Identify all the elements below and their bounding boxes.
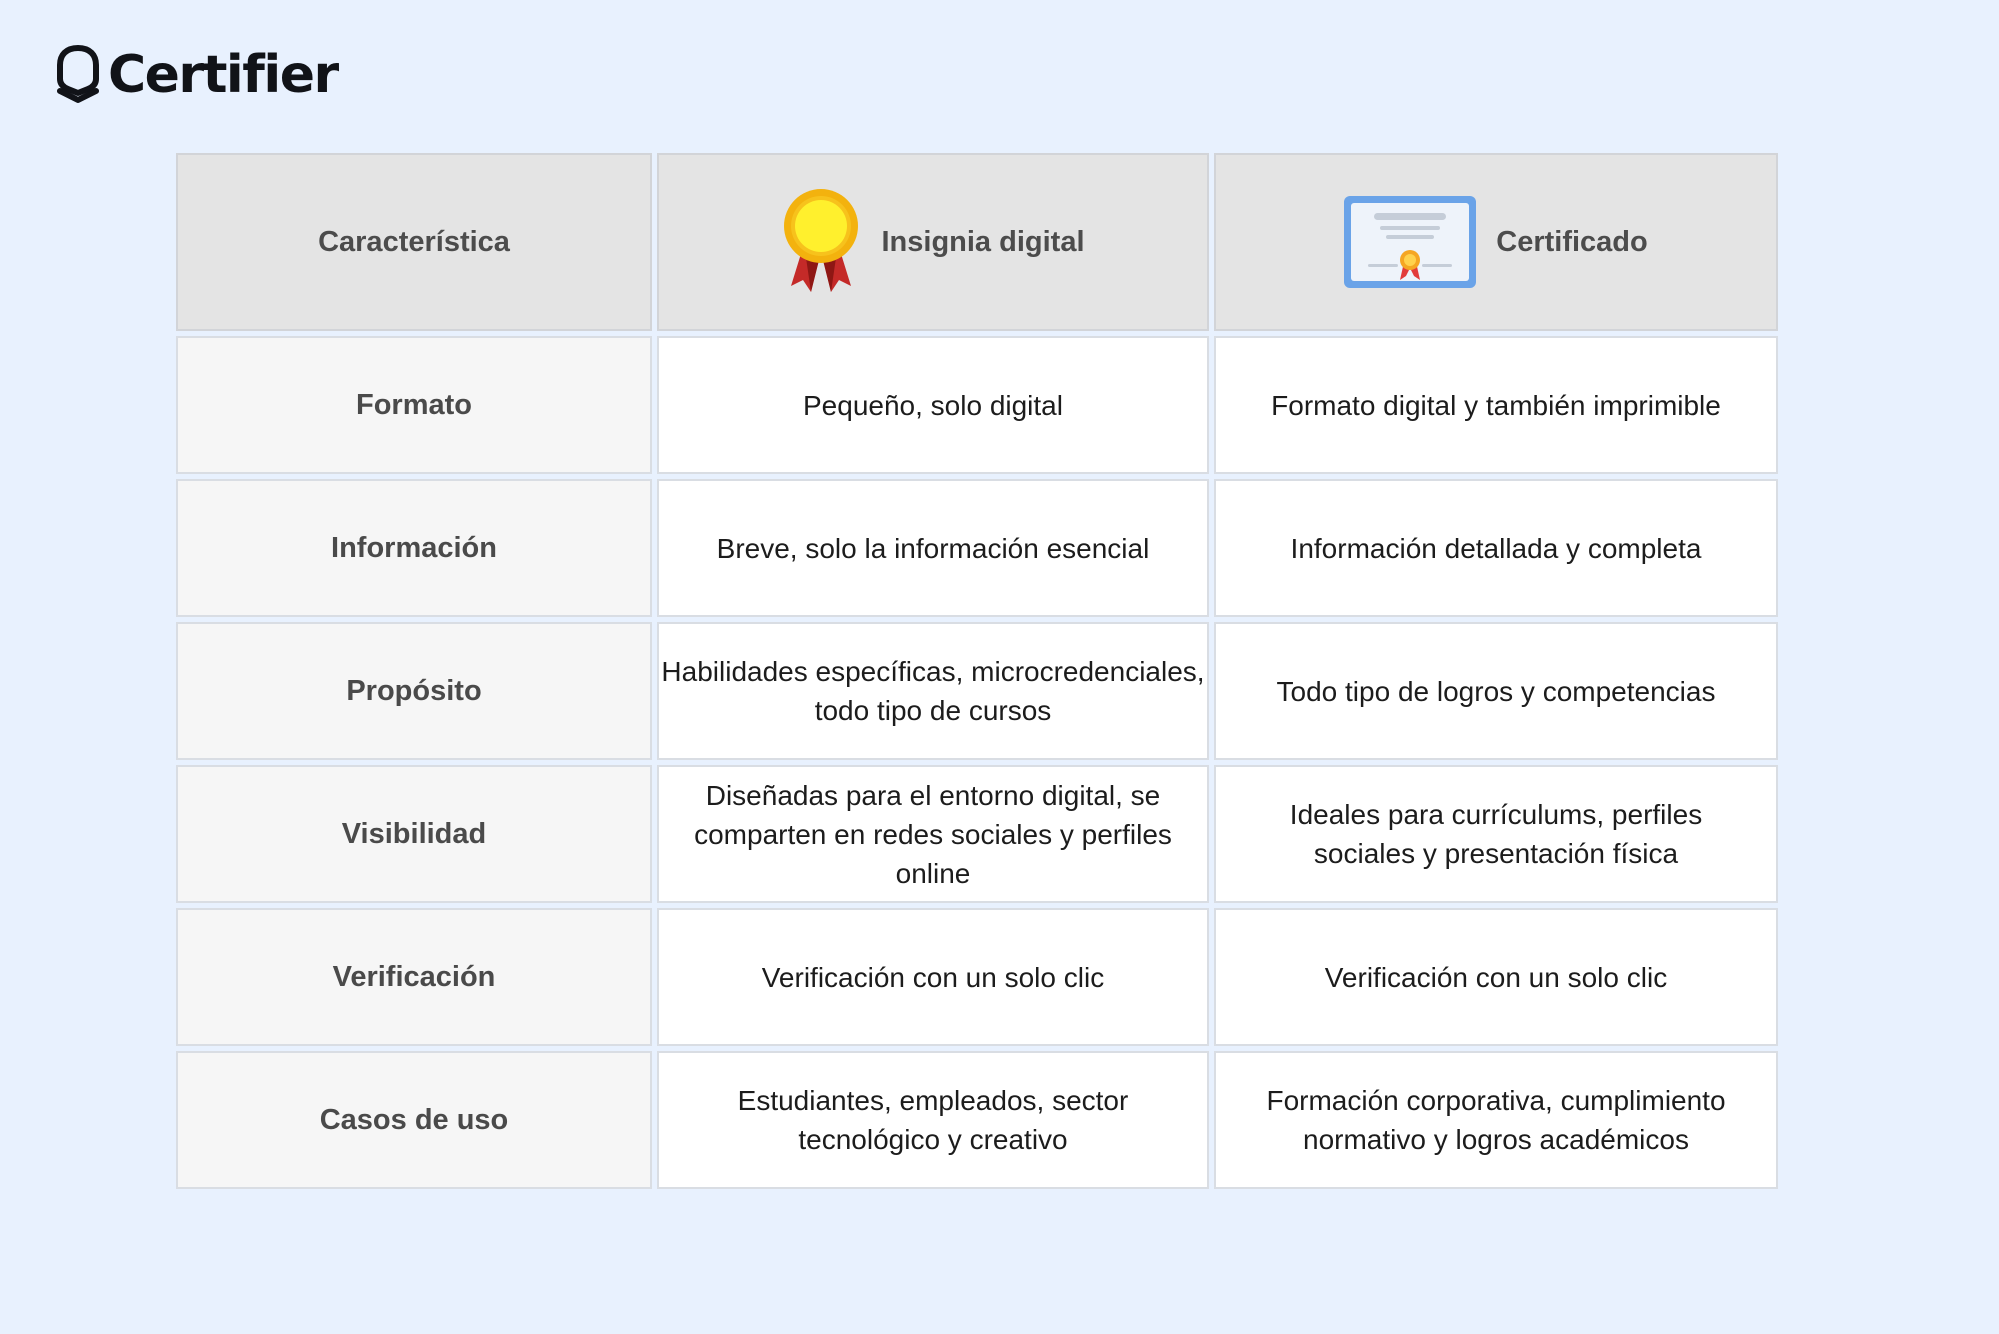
header-feature-label: Característica (318, 225, 510, 258)
row-certificate-text: Información detallada y completa (1290, 532, 1702, 564)
award-ribbon-icon (781, 188, 861, 296)
row-feature-proposito (176, 622, 652, 760)
row-badge-value (657, 479, 1209, 617)
row-certificate-text: Verificación con un solo clic (1324, 961, 1668, 993)
row-feature-casos-de-uso (176, 1051, 652, 1189)
row-badge-text: Breve, solo la información esencial (716, 532, 1150, 564)
row-feature-label: Formato (356, 388, 472, 421)
brand-logo (56, 40, 338, 110)
header-badge-label: Insignia digital (881, 225, 1085, 258)
row-badge-value (657, 1051, 1209, 1189)
header-feature (176, 153, 652, 331)
comparison-table (176, 153, 1778, 1189)
row-badge-value (657, 336, 1209, 474)
row-certificate-value (1214, 336, 1778, 474)
row-badge-text: Pequeño, solo digital (803, 389, 1063, 421)
row-feature-verificacion (176, 908, 652, 1046)
row-certificate-text: Formato digital y también imprimible (1271, 389, 1721, 421)
row-badge-text: Habilidades específicas, microcredenciales, todo tipo de cursos (661, 656, 1205, 726)
row-feature-label: Propósito (346, 674, 482, 707)
row-certificate-text: Todo tipo de logros y competencias (1276, 675, 1716, 707)
row-certificate-text: Formación corporativa, cumplimiento normativo y logros académicos (1266, 1085, 1726, 1155)
row-badge-text: Diseñadas para el entorno digital, se comparten en redes sociales y perfiles online (694, 779, 1172, 889)
row-feature-formato (176, 336, 652, 474)
brand-name: Certifier (108, 45, 338, 105)
row-badge-value (657, 622, 1209, 760)
row-feature-visibilidad (176, 765, 652, 903)
row-certificate-value (1214, 908, 1778, 1046)
row-certificate-value (1214, 1051, 1778, 1189)
header-certificate (1214, 153, 1778, 331)
certificate-icon (1344, 196, 1476, 288)
row-feature-label: Información (331, 531, 497, 564)
row-certificate-value (1214, 479, 1778, 617)
row-feature-label: Visibilidad (341, 817, 487, 850)
certifier-logo-icon (56, 44, 100, 106)
row-feature-label: Verificación (332, 960, 496, 993)
row-badge-text: Verificación con un solo clic (761, 961, 1105, 993)
row-badge-value (657, 765, 1209, 903)
header-certificate-label: Certificado (1496, 225, 1648, 258)
header-badge (657, 153, 1209, 331)
row-badge-value (657, 908, 1209, 1046)
row-badge-text: Estudiantes, empleados, sector tecnológico y creativo (737, 1085, 1129, 1155)
row-feature-informacion (176, 479, 652, 617)
row-feature-label: Casos de uso (319, 1103, 509, 1136)
row-certificate-value (1214, 765, 1778, 903)
row-certificate-value (1214, 622, 1778, 760)
row-certificate-text: Ideales para currículums, perfiles sociales y presentación física (1289, 799, 1703, 869)
